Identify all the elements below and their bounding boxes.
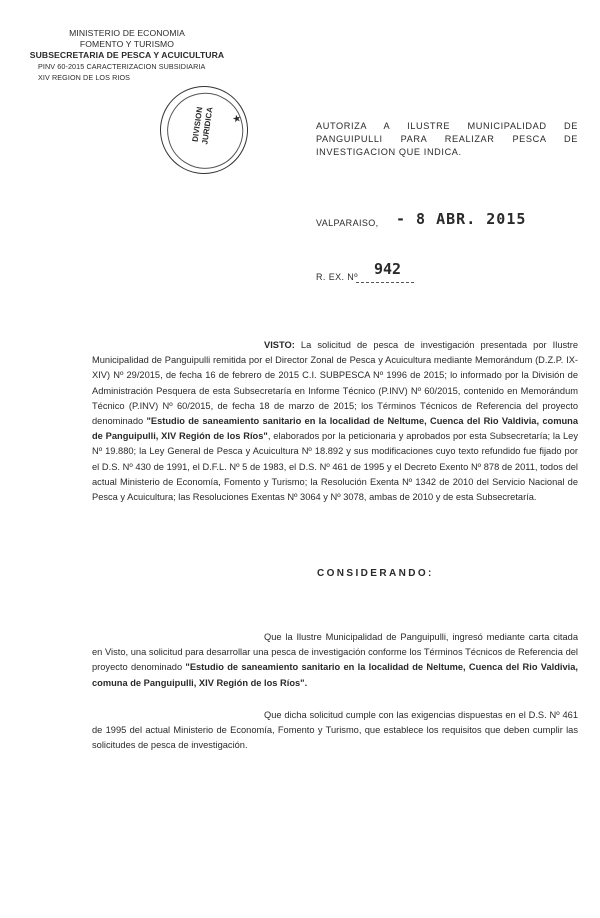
star-icon: ★: [231, 113, 243, 126]
place-date: [316, 210, 586, 236]
stamp-line-1: DIVISION: [190, 106, 205, 143]
ministry-subname: FOMENTO Y TURISMO: [79, 39, 175, 49]
visto-project-name: "Estudio de saneamiento sanitario en la localidad de Neltume, Cuenca del Rio Valdivia, comuna de Panguipulli, XIV Región de los Ríos": [92, 416, 578, 442]
considerando-paragraph-1: [92, 630, 578, 691]
subsecretaria-name: SUBSECRETARIA DE PESCA Y ACUICULTURA: [29, 50, 225, 60]
number-underline: [356, 282, 414, 283]
visto-text-1: La solicitud de pesca de investigación presentada por Ilustre Municipalidad de Panguipulli remitida por el Director Zonal de Pesca y Acuicultura mediante Memorándum (D.Z.P. IX-XIV) Nº 29/2015, de fecha 16 de febrero de 2015 C.I. SUBPESCA Nº 1996 de 2015; lo informado por la División de Administración Pesquera de esta Subsecretaría en Informe Técnico (P.INV) Nº 60/2015, contenido en Memorándum Técnico (P.INV) Nº 60/2015, de fecha 18 de marzo de 2015; los Términos Técnicos de Referencia del proyecto denominado: [92, 340, 578, 427]
stamp-line-2: JURIDICA: [200, 106, 215, 146]
visto-text-2: , elaborados por la peticionaria y aprobados por esta Subsecretaría; la Ley Nº 19.880; la Ley General de Pesca y Acuicultura Nº 18.892 y sus modificaciones cuyo texto refundido fue fijado por el D.S. Nº 430 de 1991, el D.F.L. Nº 5 de 1983, el D.S. Nº 461 de 1995 y el Decreto Exento Nº 878 de 2011, todos del actual Ministerio de Economía, Fomento y Turismo; la Resolución Exenta Nº 1342 de 2010 del Servicio Nacional de Pesca y Acuicultura; las Resoluciones Exentas Nº 3064 y Nº 3078, ambas de 2010 y de esta Subsecretaría.: [92, 431, 578, 503]
resolution-label: R. EX. Nº: [316, 272, 358, 282]
considerando-paragraph-2: [92, 708, 578, 754]
considerando-heading: CONSIDERANDO:: [317, 568, 434, 579]
visto-label: VISTO:: [264, 340, 295, 350]
considerando-1-project: "Estudio de saneamiento sanitario en la localidad de Neltume, Cuenca del Rio Valdivia, comuna de Panguipulli, XIV Región de los Ríos".: [92, 662, 578, 688]
resolution-subject: AUTORIZA A ILUSTRE MUNICIPALIDAD DE PANGUIPULLI PARA REALIZAR PESCA DE INVESTIGACION QUE INDICA.: [316, 121, 578, 157]
file-reference: PINV 60-2015 CARACTERIZACION SUBSIDIARIA: [38, 62, 206, 71]
place: VALPARAISO,: [316, 218, 379, 228]
considerando-2-text: Que dicha solicitud cumple con las exigencias dispuestas en el D.S. Nº 461 de 1995 del actual Ministerio de Economía, Fomento y Turismo, que establece los requisitos que deben cumplir las solicitudes de pesca de investigación.: [92, 710, 578, 751]
visto-paragraph: [92, 338, 578, 505]
division-juridica-stamp: [152, 78, 256, 182]
date-stamp: - 8 ABR. 2015: [396, 210, 527, 228]
ministry-name: MINISTERIO DE ECONOMIA: [69, 28, 185, 38]
resolution-number-value: 942: [374, 260, 402, 278]
region-reference: XIV REGION DE LOS RIOS: [38, 73, 131, 82]
considerando-1-text: Que la Ilustre Municipalidad de Panguipulli, ingresó mediante carta citada en Visto, una solicitud para desarrollar una pesca de investigación conforme los Términos Técnicos de Referencia del proyecto denominado: [92, 632, 578, 673]
letterhead: [22, 28, 232, 83]
resolution-number: [316, 262, 516, 288]
